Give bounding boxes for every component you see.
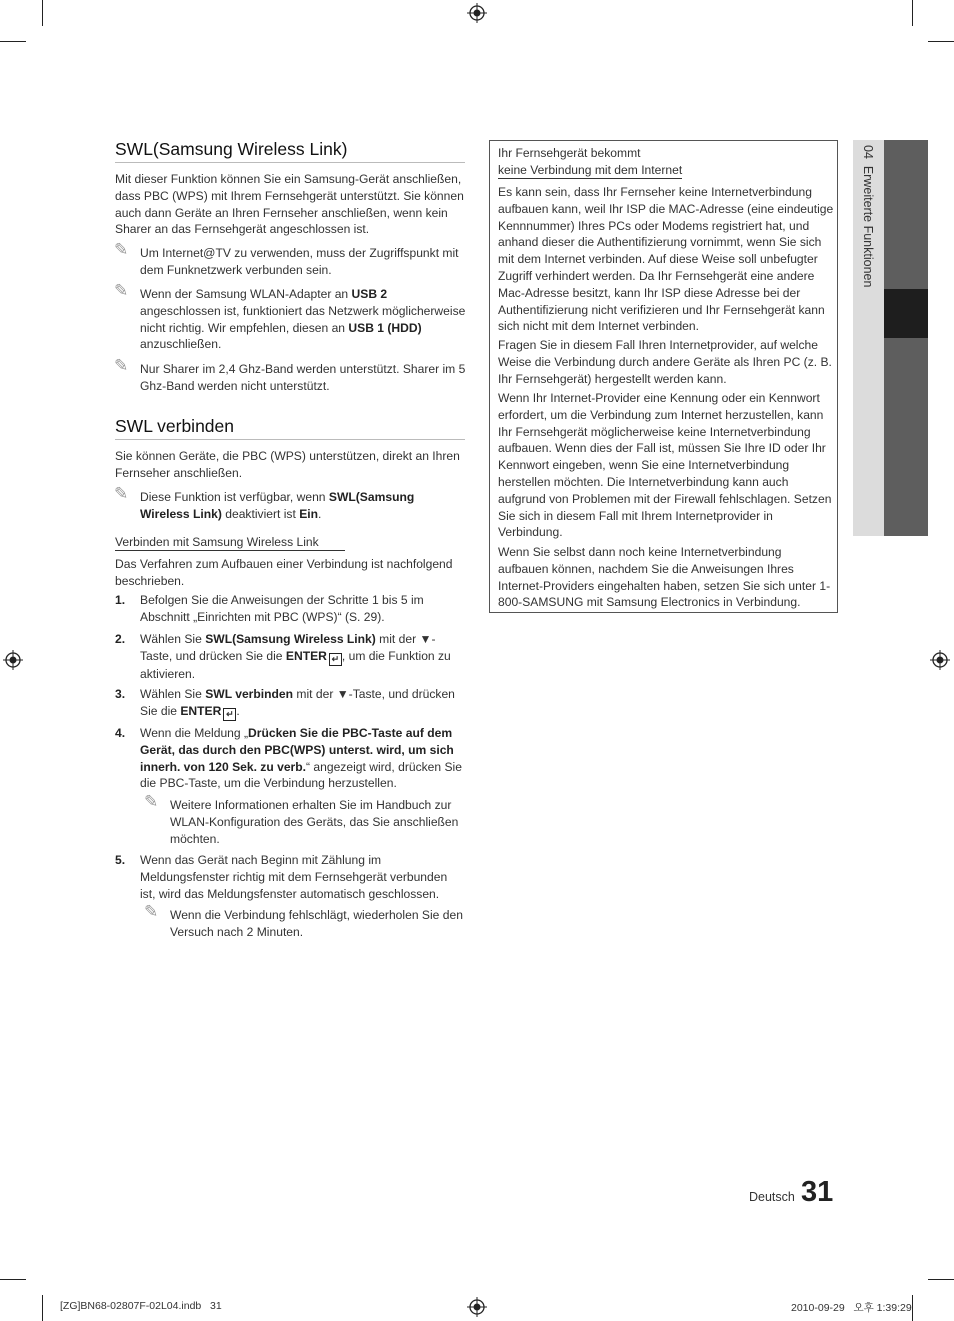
registration-mark-icon [467, 3, 487, 23]
box-paragraph: Wenn Ihr Internet-Provider eine Kennung oder ein Kennwort erfordert, um die Verbindung zum Internet herzustellen, kann Ihr Fernsehgerät möglicherweise keine Internetverbindung aufbauen. Wenn dies der Fall ist, müssen Sie Ihre ID oder Ihr Kennwort eingeben, wenn Sie eine Internetverbindung herstellen möchten. Die Internetverbindung kann auch aufgrund von Problemen mit der Firewall fehlschlagen. Setzen Sie sich in diesem Fall mit Ihrem Internetprovider in Verbindung. [498, 391, 832, 540]
note-item: ✎ Wenn der Samsung WLAN-Adapter an USB 2 angeschlossen ist, funktioniert das Netzwerk möglicherweise nicht richtig. Wir empfehlen, diesen an USB 1 (HDD) anzuschließen. [114, 281, 466, 352]
pencil-note-icon: ✎ [114, 484, 129, 503]
pencil-note-icon: ✎ [144, 902, 159, 921]
enter-key-icon: ↵ [223, 708, 236, 721]
footer-file-info: [ZG]BN68-02807F-02L04.indb 31 [60, 1300, 222, 1312]
section-intro: Sie können Geräte, die PBC (WPS) unterstützen, direkt an Ihren Fernseher anschließen. [115, 449, 460, 480]
box-heading: Ihr Fernsehgerät bekommt keine Verbindung mit dem Internet [498, 146, 683, 177]
note-item: ✎ Diese Funktion ist verfügbar, wenn SWL(Samsung Wireless Link) deaktiviert ist Ein. [114, 484, 415, 521]
enter-key-icon: ↵ [329, 653, 342, 666]
registration-mark-icon [467, 1297, 487, 1317]
step-number: 2. [115, 632, 126, 646]
chapter-label: 04 Erweiterte Funktionen [861, 145, 875, 288]
crop-mark [0, 41, 26, 42]
step-text: Wählen Sie SWL verbinden mit der ▼-Taste, und drücken Sie die ENTER ↵ . [140, 687, 455, 719]
pencil-note-icon: ✎ [114, 356, 129, 375]
pencil-note-icon: ✎ [114, 240, 129, 259]
box-paragraph: Es kann sein, dass Ihr Fernseher keine Internetverbindung aufbauen kann, weil Ihr ISP die MAC-Adresse (eine eindeutige Kennnummer) Ihres PCs oder Modems registriert hat, und anhand dieser die Authentifizierung vornimmt, wenn Sie sich mit dem Internet verbinden. Auf diese Weise soll unbefugter Zugriff verhindert werden. Da Ihr Fernsehgerät eine andere Mac-Adresse besitzt, kann Ihr ISP diese Adresse bei der Authentifizierung nicht verifizieren und Ihr Fernsehgerät kann sich nicht mit dem Internet verbinden. [498, 185, 834, 334]
chapter-tab-indicator [884, 289, 928, 338]
crop-mark [928, 1279, 954, 1280]
note-item: ✎ Weitere Informationen erhalten Sie im Handbuch zur WLAN-Konfiguration des Geräts, das Sie anschließen möchten. [144, 792, 459, 846]
section-intro: Mit dieser Funktion können Sie ein Samsung-Gerät anschließen, dass PBC (WPS) mit Ihrem Fernsehgerät unterstützt. Sie können auch dann Geräte an Ihren Fernseher anschließen, wenn kein Sharer an das Fernsehgerät angeschlossen ist. [115, 172, 464, 237]
note-item: ✎ Nur Sharer im 2,4 Ghz-Band werden unterstützt. Sharer im 5 Ghz-Band werden nicht unterstützt. [114, 356, 466, 393]
page-number: 31 [801, 1176, 834, 1208]
step-text: Befolgen Sie die Anweisungen der Schritte 1 bis 5 im Abschnitt „Einrichten mit PBC (WPS)“ (S. 29). [140, 593, 424, 624]
note-item: ✎ Um Internet@TV zu verwenden, muss der Zugriffspunkt mit dem Funknetzwerk verbunden sein. [114, 240, 459, 277]
subheading: Verbinden mit Samsung Wireless Link [115, 535, 345, 551]
procedure-intro: Das Verfahren zum Aufbauen einer Verbindung ist nachfolgend beschrieben. [115, 557, 453, 588]
registration-mark-icon [930, 650, 950, 670]
crop-mark [912, 0, 913, 26]
note-item: ✎ Wenn die Verbindung fehlschlägt, wiederholen Sie den Versuch nach 2 Minuten. [144, 902, 463, 939]
box-paragraph: Wenn Sie selbst dann noch keine Internetverbindung aufbauen können, nachdem Sie die Anweisungen Ihres Internet-Providers eingehalten haben, setzen Sie sich unter 1-800-SAMSUNG mit Samsung Electronics in Verbindung. [498, 545, 831, 610]
step-text: Wenn die Meldung „Drücken Sie die PBC-Taste auf dem Gerät, das durch den PBC(WPS) unterst. wird, um sich innerh. von 120 Sek. zu verb.“ angezeigt wird, drücken Sie die PBC-Taste, um die Verbindung herzustellen. [140, 726, 462, 791]
info-box [489, 140, 838, 613]
crop-mark [0, 1279, 26, 1280]
section-title-swl-verbinden: SWL verbinden [115, 416, 465, 440]
step-number: 4. [115, 726, 126, 740]
registration-mark-icon [3, 650, 23, 670]
footer-language: Deutsch [749, 1190, 795, 1204]
pencil-note-icon: ✎ [144, 792, 159, 811]
crop-mark [42, 0, 43, 26]
crop-mark [928, 41, 954, 42]
crop-mark [42, 1295, 43, 1321]
step-number: 1. [115, 593, 126, 607]
footer-print-date: 2010-09-29 오후 1:39:29 [791, 1302, 912, 1314]
step-text: Wenn das Gerät nach Beginn mit Zählung im Meldungsfenster richtig mit dem Fernsehgerät verbunden ist, wird das Meldungsfenster automatisch geschlossen. [140, 853, 448, 901]
crop-mark [912, 1295, 913, 1321]
pencil-note-icon: ✎ [114, 281, 129, 300]
chapter-tab-band [884, 140, 928, 536]
section-title-swl: SWL(Samsung Wireless Link) [115, 139, 465, 163]
step-number: 3. [115, 687, 126, 701]
box-paragraph: Fragen Sie in diesem Fall Ihren Internetprovider, auf welche Weise die Verbindung durch andere Geräte als Ihren PC (z. B. Ihr Fernsehgerät) hergestellt werden kann. [498, 338, 832, 386]
step-number: 5. [115, 853, 126, 867]
step-text: Wählen Sie SWL(Samsung Wireless Link) mit der ▼-Taste, und drücken Sie die ENTER ↵ , um die Funktion zu aktivieren. [140, 632, 451, 681]
